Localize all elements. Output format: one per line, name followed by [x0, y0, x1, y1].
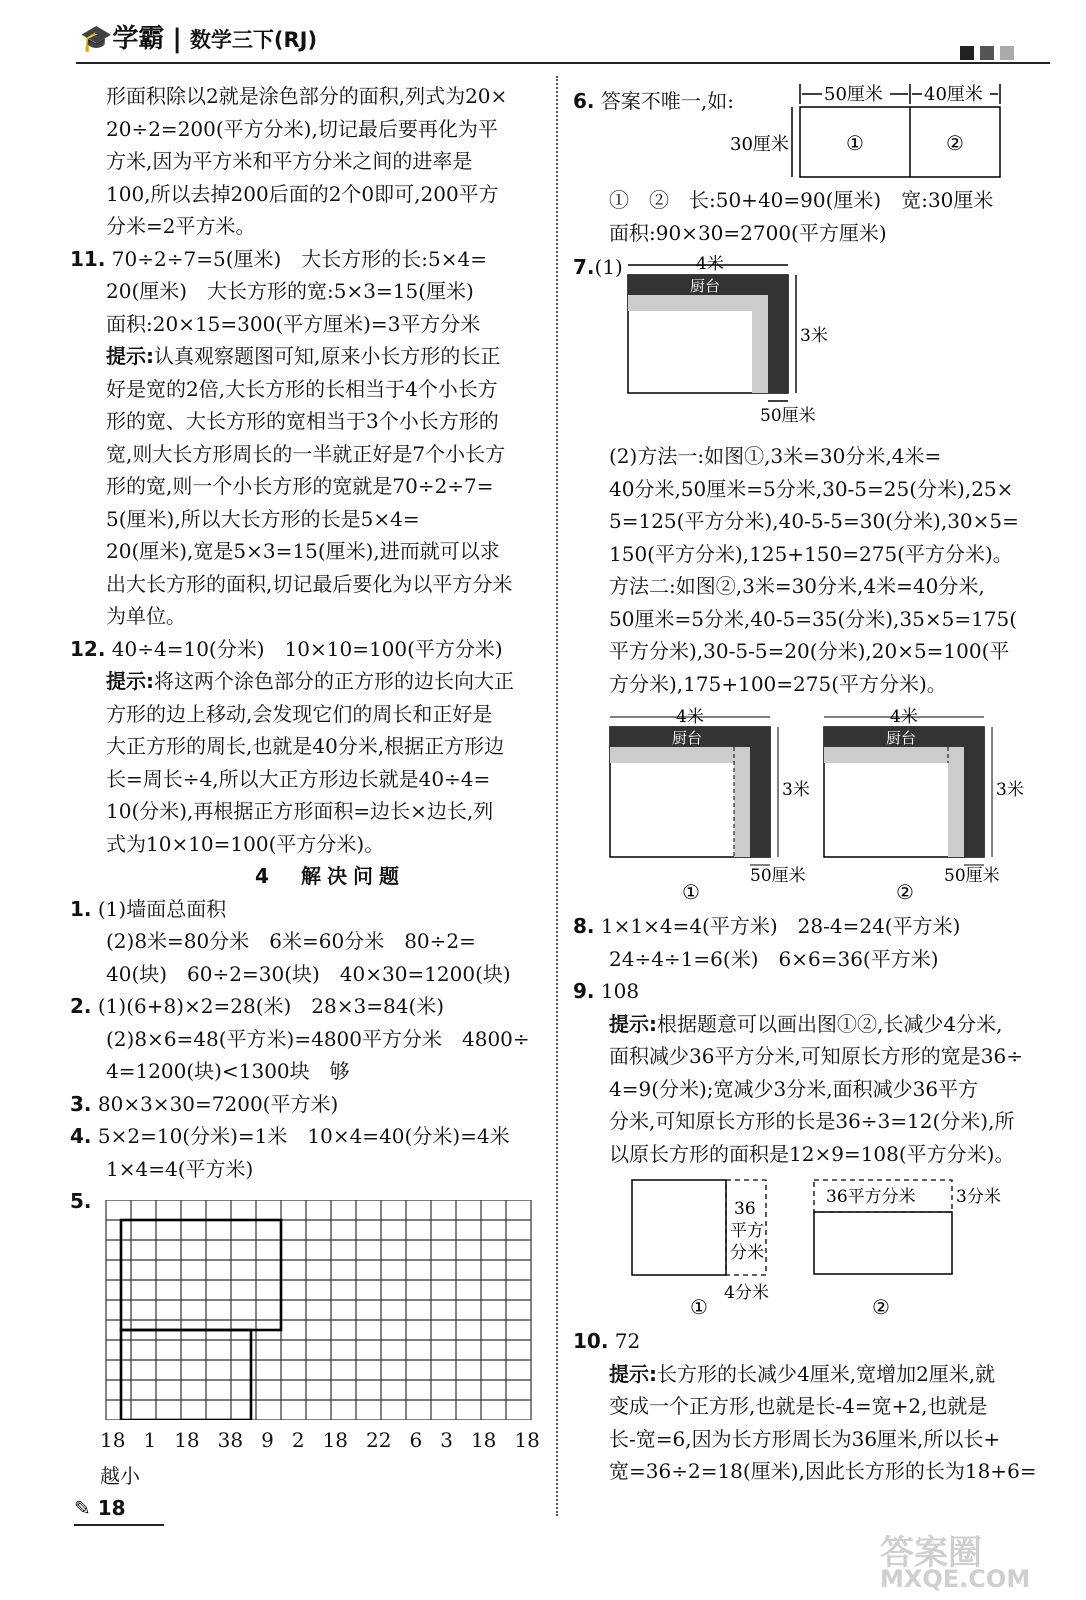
- dimension-label: 4米: [890, 707, 918, 727]
- q7-figure-1: [620, 255, 830, 435]
- q8-q9-block: [573, 910, 1063, 1170]
- text-line: 形的宽,则一个小长方形的宽就是70÷2÷7=: [106, 474, 494, 498]
- q11-answer: [70, 243, 550, 276]
- text-line: 4=1200(块)<1300块 够: [106, 1059, 350, 1083]
- text-line: 20÷2=200(平方分米),切记最后要再化为平: [106, 116, 498, 141]
- q8-answer: [573, 910, 1063, 943]
- section-title: 4 解决问题: [255, 864, 405, 888]
- watermark-url: MXQE.COM: [880, 1565, 1031, 1593]
- q10-answer: [573, 1325, 1063, 1358]
- text-line: (1)(6+8)×2=28(米) 28×3=84(米): [97, 994, 445, 1018]
- dimension-label: 3米: [800, 326, 828, 346]
- grid-shape: [121, 1220, 281, 1330]
- text-line: 将这两个涂色部分的正方形的边长向大正: [154, 669, 514, 693]
- text-line: 40分米,50厘米=5分米,30-5=25(分米),25×: [609, 476, 1014, 501]
- grid-number: 22: [366, 1428, 392, 1452]
- circle-number: ②: [896, 880, 914, 904]
- text-line: 1×1×4=4(平方米) 28-4=24(平方米): [600, 914, 961, 938]
- text-line: 认真观察题图可知,原来小长方形的长正: [154, 344, 501, 368]
- circle-number: ①: [682, 880, 700, 904]
- text-line: 好是宽的2倍,大长方形的长相当于4个小长方: [106, 376, 498, 401]
- text-line: (2)8米=80分米 6米=60分米 80÷2=: [106, 929, 476, 953]
- text-line: 宽=36÷2=18(厘米),因此长方形的长为18+6=: [609, 1459, 1037, 1483]
- page-number: 18: [97, 1496, 126, 1520]
- q3-answer: [70, 1088, 550, 1121]
- circle-number: ①: [846, 131, 864, 155]
- q9-tip: [573, 1008, 1063, 1041]
- text-line: 大正方形的周长,也就是40分米,根据正方形边: [106, 734, 505, 758]
- q2-answer: [70, 990, 550, 1023]
- grid-number: 18: [174, 1428, 200, 1452]
- circle-number: ②: [872, 1295, 890, 1319]
- text-line: 方法二:如图②,3米=30分米,4米=40分米,: [609, 574, 985, 598]
- q10-block: [573, 1325, 1063, 1488]
- footer-rule: [74, 1524, 164, 1526]
- text-line: 面积:90×30=2700(平方厘米): [609, 220, 887, 245]
- kitchen-label: 厨台: [886, 729, 917, 747]
- grad-cap-icon: 🎓: [80, 24, 113, 54]
- text-line: 150(平方分米),125+150=275(平方分米)。: [609, 541, 1013, 566]
- dimension-label: 50厘米: [824, 84, 883, 105]
- text-line: 70÷2÷7=5(厘米) 大长方形的长:5×4=: [111, 246, 488, 271]
- text-line: 10(分米),再根据正方形面积=边长×边长,列: [106, 799, 494, 823]
- kitchen-label: 厨台: [690, 277, 721, 295]
- dimension-label: 50厘米: [760, 406, 816, 426]
- answer-value: 72: [614, 1329, 641, 1353]
- separator: |: [172, 24, 182, 54]
- text-line: 长=周长÷4,所以大正方形边长就是40÷4=: [106, 766, 491, 791]
- text-line: (1)墙面总面积: [97, 896, 227, 921]
- text-line: 40÷4=10(分米) 10×10=100(平方分米): [111, 636, 503, 661]
- q6-intro: [573, 85, 734, 114]
- question-number: 5.: [70, 1189, 92, 1213]
- text-line: ① ② 长:50+40=90(厘米) 宽:30厘米: [609, 188, 994, 212]
- tip-label: 提示:: [609, 1361, 657, 1386]
- grid-number: 9: [261, 1428, 274, 1452]
- dimension-label: 40厘米: [924, 84, 983, 105]
- question-number: 6.: [573, 89, 595, 113]
- dimension-label: 4米: [676, 707, 704, 727]
- question-number: 10.: [573, 1329, 609, 1353]
- grid-number: 38: [217, 1428, 244, 1452]
- q1-answer: [70, 893, 550, 926]
- q9-figures: [620, 1172, 1060, 1322]
- dimension-label: 3分米: [956, 1187, 1001, 1207]
- grid-number: 3: [440, 1428, 453, 1452]
- left-column: [70, 80, 550, 1218]
- q5-number-row: [100, 1428, 540, 1452]
- question-number: 4.: [70, 1124, 92, 1148]
- text-line: 4=9(分米);宽减少3分米,面积减少36平方: [609, 1076, 979, 1101]
- kitchen-label: 厨台: [672, 729, 703, 747]
- text-line: 变成一个正方形,也就是长-4=宽+2,也就是: [609, 1394, 988, 1418]
- text-line: 根据题意可以画出图①②,长减少4分米,: [657, 1011, 1003, 1036]
- dimension-label: 50厘米: [944, 866, 1000, 886]
- text-line: 方分米),175+100=275(平方分米)。: [609, 671, 947, 696]
- q7-label: [573, 255, 623, 279]
- question-number: 9.: [573, 979, 595, 1003]
- grid-number: 2: [291, 1428, 305, 1452]
- circle-number: ②: [946, 131, 964, 155]
- text-line: 50厘米=5分米,40-5=35(分米),35×5=175(: [609, 606, 1018, 631]
- text-line: 式为10×10=100(平方分米)。: [106, 831, 385, 856]
- book-logo: [80, 18, 317, 55]
- text-line: 长方形的长减少4厘米,宽增加2厘米,就: [657, 1361, 996, 1386]
- tip-label: 提示:: [609, 1011, 657, 1036]
- text-line: 方形的边上移动,会发现它们的周长和正好是: [106, 701, 493, 726]
- text-line: (2)8×6=48(平方米)=4800平方分米 4800÷: [106, 1026, 530, 1051]
- text-line: 形面积除以2就是涂色部分的面积,列式为20×: [106, 84, 508, 108]
- question-number: 11.: [70, 246, 106, 271]
- page-footer: [74, 1496, 126, 1520]
- text-line: (2)方法一:如图①,3米=30分米,4米=: [609, 444, 942, 468]
- q6-answer: [573, 184, 1063, 249]
- text-line: 长-宽=6,因为长方形周长为36厘米,所以长+: [609, 1426, 1001, 1451]
- question-number: 8.: [573, 914, 595, 938]
- area-label: 36: [734, 1199, 756, 1219]
- text-line: 5=125(平方分米),40-5-5=30(分米),30×5=: [609, 509, 1019, 533]
- q6-figure: [730, 82, 1020, 182]
- header-square-icon: [960, 46, 974, 60]
- dimension-label: 30厘米: [730, 134, 789, 155]
- question-number: 2.: [70, 994, 92, 1018]
- text-line: (1): [594, 255, 623, 279]
- dimension-label: 4分米: [724, 1283, 769, 1303]
- column-divider: [556, 76, 558, 1516]
- q10-tip: [573, 1358, 1063, 1391]
- question-number: 1.: [70, 896, 92, 921]
- q5-conclusion: 越小: [100, 1464, 140, 1488]
- q7-methods: [573, 440, 1063, 700]
- pencil-icon: ✎: [74, 1496, 91, 1520]
- dimension-label: 3米: [996, 780, 1024, 800]
- text-line: 1×4=4(平方米): [106, 1156, 254, 1181]
- brand-name: 学霸: [112, 24, 165, 54]
- grid-number: 18: [322, 1428, 349, 1452]
- header-square-icon: [980, 46, 994, 60]
- q9-answer: [573, 975, 1063, 1008]
- grid-number: 18: [100, 1428, 126, 1452]
- grid-number: 18: [514, 1428, 540, 1452]
- text-line: 平方分米),30-5-5=20(分米),20×5=100(平: [609, 639, 1010, 663]
- dimension-label: 4米: [696, 255, 724, 274]
- area-label: 36平方分米: [826, 1187, 916, 1207]
- q11-tip: [70, 340, 550, 373]
- dimension-label: 3米: [782, 780, 810, 800]
- text-line: 24÷4÷1=6(米) 6×6=36(平方米): [609, 946, 939, 971]
- dimension-label: 50厘米: [750, 866, 806, 886]
- text-line: 面积减少36平方分米,可知原长方形的宽是36÷: [609, 1044, 1024, 1068]
- q5-grid: [96, 1200, 536, 1420]
- text-line: 分米=2平方米。: [106, 214, 256, 238]
- text-line: 分米,可知原长方形的长是36÷3=12(分米),所: [609, 1109, 1015, 1133]
- text-line: 宽,则大长方形周长的一半就正好是7个小长方: [106, 441, 506, 466]
- tip-label: 提示:: [106, 669, 154, 693]
- text-line: 20(厘米),宽是5×3=15(厘米),进而就可以求: [106, 539, 500, 563]
- text-line: 形的宽、大长方形的宽相当于3个小长方形的: [106, 409, 499, 433]
- grid-number: 1: [143, 1428, 157, 1452]
- header-square-icon: [1000, 46, 1014, 60]
- q7-figures-2: [600, 705, 1060, 905]
- area-label: 分米: [730, 1243, 764, 1263]
- answer-value: 108: [600, 979, 640, 1003]
- q12-answer: [70, 633, 550, 666]
- text-line: 20(厘米) 大长方形的宽:5×3=15(厘米): [106, 279, 474, 303]
- text-line: 为单位。: [106, 604, 186, 628]
- text-line: 面积:20×15=300(平方厘米)=3平方分米: [106, 311, 481, 336]
- text-line: 100,所以去掉200后面的2个0即可,200平方: [106, 181, 499, 206]
- text-line: 答案不唯一,如:: [600, 89, 734, 113]
- watermark-logo: 答案圈: [880, 1533, 982, 1573]
- subject-title: 数学三下(RJ): [189, 28, 318, 52]
- page-header: [0, 0, 1086, 64]
- text-line: 出大长方形的面积,切记最后要化为以平方分米: [106, 571, 513, 596]
- text-line: 5(厘米),所以大长方形的长是5×4=: [106, 506, 420, 531]
- text-line: 5×2=10(分米)=1米 10×4=40(分米)=4米: [97, 1124, 510, 1148]
- text-line: 40(块) 60÷2=30(块) 40×30=1200(块): [106, 961, 511, 986]
- grid-number: 6: [409, 1428, 423, 1452]
- question-number: 12.: [70, 636, 106, 661]
- header-rule: [76, 62, 1050, 64]
- grid-number: 18: [470, 1428, 497, 1452]
- text-line: 以原长方形的面积是12×9=108(平方分米)。: [609, 1141, 1015, 1166]
- q4-answer: [70, 1120, 550, 1153]
- circle-number: ①: [690, 1295, 708, 1319]
- text-line: 80×3×30=7200(平方米): [97, 1091, 339, 1116]
- q12-tip: [70, 665, 550, 698]
- text-line: 方米,因为平方米和平方分米之间的进率是: [106, 149, 473, 173]
- area-label: 平方: [730, 1221, 764, 1241]
- tip-label: 提示:: [106, 344, 154, 368]
- question-number: 3.: [70, 1091, 92, 1116]
- question-number: 7.: [573, 255, 595, 279]
